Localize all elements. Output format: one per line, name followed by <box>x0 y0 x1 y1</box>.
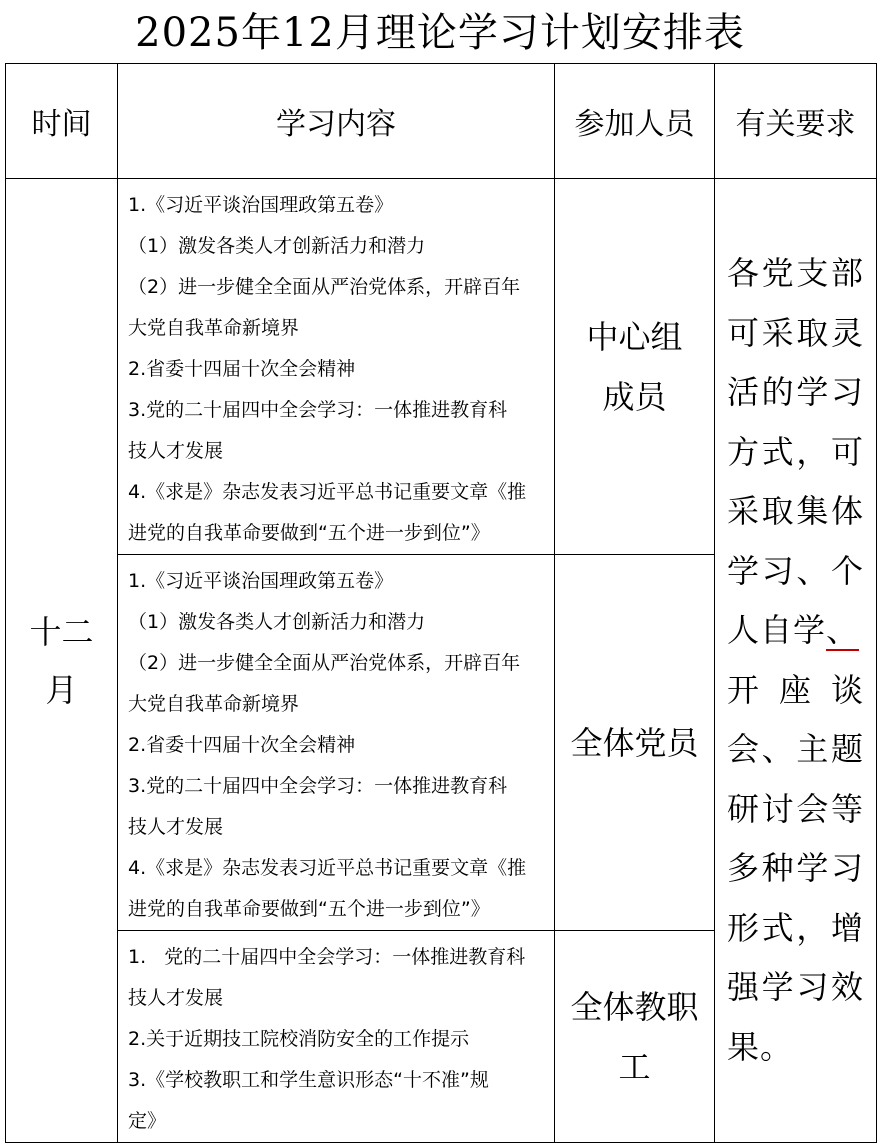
list-item: 进党的自我革命要做到“五个进一步到位”》 <box>128 898 490 920</box>
month-cell <box>6 179 118 1143</box>
requirements-line: 各党支部 <box>727 254 864 292</box>
requirements-line: 活的学习 <box>727 373 864 411</box>
study-plan-table <box>5 63 877 1143</box>
list-item: 4.《求是》杂志发表习近平总书记重要文章《推 <box>128 857 527 879</box>
participants-text: 工 <box>618 1047 651 1086</box>
page-title: 2025年12月理论学习计划安排表 <box>135 10 745 56</box>
list-item: 技人才发展 <box>128 987 224 1009</box>
content-cell-group-1 <box>118 179 555 555</box>
list-item: （1）激发各类人才创新活力和潜力 <box>128 235 426 257</box>
list-item: 进党的自我革命要做到“五个进一步到位”》 <box>128 522 490 544</box>
requirements-line: 可采取灵 <box>727 313 864 352</box>
list-item: 4.《求是》杂志发表习近平总书记重要文章《推 <box>128 481 527 503</box>
list-item: 2.省委十四届十次全会精神 <box>128 734 356 756</box>
list-item: 技人才发展 <box>128 816 224 838</box>
requirements-line: 多种学习 <box>727 849 864 887</box>
header-content: 学习内容 <box>118 64 555 179</box>
month-text: 月 <box>45 670 78 709</box>
list-item: 定》 <box>128 1110 167 1132</box>
content-cell-group-3 <box>118 931 555 1143</box>
header-participants: 参加人员 <box>555 64 715 179</box>
participants-text: 全体教职 <box>570 987 699 1026</box>
requirements-line: 开 座 谈 <box>727 670 864 709</box>
list-item: 大党自我革命新境界 <box>128 317 300 339</box>
requirements-line: 学习、个 <box>727 551 864 590</box>
list-item: 1. 党的二十届四中全会学习：一体推进教育科 <box>128 946 526 968</box>
requirements-line: 采取集体 <box>727 492 864 530</box>
participants-text: 成员 <box>602 377 667 416</box>
list-item: 1.《习近平谈治国理政第五卷》 <box>128 194 394 216</box>
participants-text: 全体党员 <box>570 723 699 762</box>
requirements-cell <box>715 179 877 1143</box>
list-item: （1）激发各类人才创新活力和潜力 <box>128 611 426 633</box>
requirements-line: 研讨会等 <box>727 789 864 828</box>
list-item: （2）进一步健全全面从严治党体系，开辟百年 <box>128 652 521 674</box>
list-item: 1.《习近平谈治国理政第五卷》 <box>128 570 394 592</box>
list-item: 2.省委十四届十次全会精神 <box>128 358 356 380</box>
content-cell-group-2 <box>118 555 555 931</box>
requirements-line: 方式，可 <box>727 432 864 471</box>
month-text: 十二 <box>29 612 94 651</box>
requirements-line: 果。 <box>727 1027 794 1066</box>
requirements-line: 形式，增 <box>727 908 864 947</box>
header-requirements: 有关要求 <box>715 64 877 179</box>
list-item: 3.《学校教职工和学生意识形态“十不准”规 <box>128 1069 489 1091</box>
participants-cell-group-2 <box>555 555 715 931</box>
participants-cell-group-1 <box>555 179 715 555</box>
participants-text: 中心组 <box>586 317 683 356</box>
list-item: 大党自我革命新境界 <box>128 693 300 715</box>
requirements-line: 会、主题 <box>727 730 864 768</box>
requirements-line <box>727 601 864 661</box>
table-row <box>6 179 877 555</box>
list-item: （2）进一步健全全面从严治党体系，开辟百年 <box>128 276 521 298</box>
list-item: 2.关于近期技工院校消防安全的工作提示 <box>128 1028 470 1050</box>
list-item: 3.党的二十届四中全会学习：一体推进教育科 <box>128 775 508 797</box>
list-item: 技人才发展 <box>128 440 224 462</box>
participants-cell-group-3 <box>555 931 715 1143</box>
requirements-line: 强学习效 <box>727 968 864 1006</box>
requirements-line-part: 人自学 <box>727 611 827 649</box>
header-time: 时间 <box>6 64 118 179</box>
header-row <box>6 64 877 179</box>
tracked-change-mark: 、 <box>826 611 860 649</box>
list-item: 3.党的二十届四中全会学习：一体推进教育科 <box>128 399 508 421</box>
